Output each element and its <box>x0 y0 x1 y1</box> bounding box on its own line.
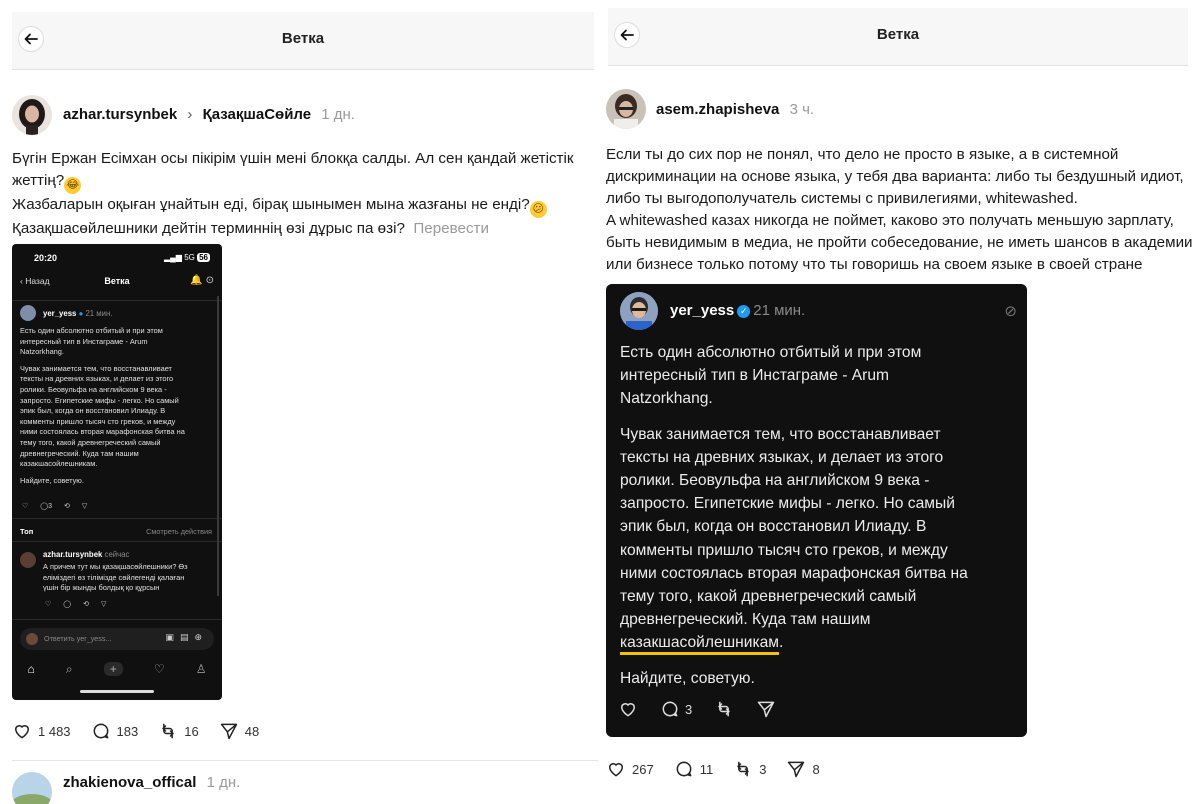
quoted-post-screenshot <box>606 284 1027 737</box>
confused-emoji-icon: 😕 <box>530 201 547 218</box>
thread-header <box>12 12 594 70</box>
heart-icon <box>12 721 32 741</box>
repost-icon: ⟲ <box>64 503 70 510</box>
avatar[interactable] <box>12 772 52 804</box>
avatar <box>620 292 658 330</box>
post-username[interactable]: asem.zhapisheva <box>656 101 780 118</box>
repost-icon <box>714 699 734 719</box>
phone-tab-bar <box>12 654 222 684</box>
post-line: Жазбаларын оқыған ұнайтын еді, бірақ шынымен мына жазғаны не енді? <box>12 196 530 213</box>
quoted-actions <box>618 699 798 719</box>
comment-button[interactable] <box>91 721 139 741</box>
phone-reply-body: А причем тут мы қазақшасөйлешники? Өз еліміздегі өз тілімізде сөйлегенді қалаған үшін бір жынды болдық қо құрсын <box>43 562 188 593</box>
heart-icon: ♡ <box>22 503 29 510</box>
post-body <box>12 148 598 240</box>
phone-reply-input: Ответить yer_yess... ▣▤⊕ <box>20 628 214 650</box>
comment-icon <box>674 759 694 779</box>
post-line: Бүгін Ержан Есімхан осы пікірім үшін мені блокқа салды. Ал сен қандай жетістік <box>12 150 574 167</box>
image-icon: ▣ <box>165 632 180 642</box>
share-icon <box>756 699 776 719</box>
phone-comment-count: 3 <box>48 503 53 510</box>
comment-icon <box>660 699 680 719</box>
battery-icon: 56 <box>199 253 208 262</box>
edit-icon: ⊘ <box>1004 303 1017 320</box>
community-name[interactable]: ҚазақшаСөйле <box>202 106 312 123</box>
page-title: Ветка <box>876 26 920 43</box>
heart-icon <box>606 759 626 779</box>
phone-sort-top: Топ <box>20 527 34 536</box>
quoted-body: Есть один абсолютно отбитый и при этом интересный тип в Инстаграме - Arum Natzorkhang. Чувак занимается тем, что восстанавливает тексты на древних языках, и делает из этого ролики. Беовульфа на английском 9 века - запросто. Египетские мифы - легко. Но самый эпик был, когда он восстановил Илиаду. В комменты пришло тысяч сто греков, и между ними состоялась вторая марафонская битва на тему того, какой древнегреческий самый древнегреческий. Куда там нашим казакшасойлешникам. Найдите, советую. <box>620 344 968 687</box>
like-button[interactable] <box>12 721 71 741</box>
embedded-phone-screenshot <box>12 244 222 700</box>
repost-icon <box>733 759 753 779</box>
next-post-username[interactable]: zhakienova_offical <box>63 774 197 791</box>
post-time: 1 дн. <box>321 106 355 123</box>
avatar <box>20 305 36 321</box>
post-actions <box>12 721 279 741</box>
gif-icon: ▤ <box>179 632 195 642</box>
post-username[interactable]: azhar.tursynbek <box>63 106 178 123</box>
post-time: 3 ч. <box>789 101 815 118</box>
heart-icon <box>618 699 638 719</box>
phone-back-label: Назад <box>25 276 50 286</box>
avatar <box>26 633 38 645</box>
repost-button[interactable] <box>158 721 198 741</box>
share-button[interactable] <box>786 759 819 779</box>
repost-button[interactable] <box>733 759 766 779</box>
quoted-username: yer_yess <box>670 302 735 319</box>
quoted-time: 21 мин. <box>753 302 806 319</box>
signal-icon: ▂▄▆ <box>163 253 182 262</box>
comment-count: 11 <box>699 761 714 777</box>
phone-post-time: 21 мин. <box>85 309 113 318</box>
more-icon: ⊙ <box>205 275 214 286</box>
repost-count: 16 <box>184 723 199 739</box>
like-count: 267 <box>632 761 654 777</box>
phone-reply-username: azhar.tursynbek <box>43 550 103 559</box>
translate-link[interactable]: Перевести <box>413 220 489 237</box>
network-label: 5G <box>184 253 195 262</box>
comment-button[interactable] <box>674 759 714 779</box>
plus-icon: + <box>104 662 123 676</box>
heart-icon: ♡ <box>153 662 165 676</box>
share-icon: ▽ <box>81 503 88 510</box>
phone-status-icons <box>164 253 210 262</box>
divider <box>12 760 598 761</box>
home-indicator <box>80 690 154 693</box>
phone-title: Ветка <box>104 276 130 286</box>
comment-count: 183 <box>116 723 139 739</box>
page-title: Ветка <box>281 30 325 47</box>
divider <box>12 300 222 301</box>
share-count: 8 <box>812 761 820 777</box>
phone-nav-bar <box>12 276 222 296</box>
phone-scrollbar <box>217 296 219 596</box>
quoted-comment-count: 3 <box>685 701 693 717</box>
share-icon: ▽ <box>101 601 107 608</box>
verified-icon: ● <box>78 309 84 318</box>
share-icon <box>219 721 239 741</box>
phone-reply-time: сейчас <box>104 550 130 559</box>
laughing-emoji-icon: 😂 <box>64 177 81 194</box>
phone-reply-actions <box>45 600 106 608</box>
phone-post-username: yer_yess <box>43 309 77 318</box>
comment-icon <box>91 721 111 741</box>
post-actions <box>606 759 840 779</box>
search-icon: ⌕ <box>65 661 73 676</box>
phone-post-body: Есть один абсолютно отбитый и при этом интересный тип в Инстаграме - Arum Natzorkhang. Чувак занимается тем, что восстанавливает тексты на древних языках, и делает из этого ролики. Беовульфа на английском 9 века - запросто. Египетские мифы - легко. Но самый эпик был, когда он восстановил Илиаду. В комменты пришло тысяч сто греков, и между ними состоялась вторая марафонская битва на тему того, какой древнегреческий самый древнегреческий. Куда там нашим казакшасойлешникам. Найдите, советую. <box>20 326 185 485</box>
share-icon <box>786 759 806 779</box>
repost-icon <box>158 721 178 741</box>
phone-clock: 20:20 <box>34 253 58 263</box>
verified-icon: ✓ <box>737 305 750 318</box>
like-button[interactable] <box>606 759 654 779</box>
highlighted-word: казакшасойлешникам <box>620 634 780 652</box>
avatar[interactable] <box>606 89 646 129</box>
like-count: 1 483 <box>38 723 71 739</box>
phone-see-actions: Смотреть действия <box>146 527 212 536</box>
next-post-time: 1 дн. <box>206 774 241 791</box>
profile-icon: ♙ <box>195 662 207 676</box>
thread-header <box>608 8 1188 66</box>
bell-icon: 🔔 <box>190 275 203 286</box>
post-body: Если ты до сих пор не понял, что дело не просто в языке, а в системной дискриминации на основе языка, у тебя два варианта: либо ты бездушный идиот, либо ты выгодополучатель системы с привилегиями, whitewashed. A whitewashed казах никогда не поймет, каково это получать меньшую зарплату, быть невидимым в медиа, не пройти собеседование, не иметь шансов в академии или бизнесе только потому что ты говоришь на своем языке в своей стране <box>606 146 1193 273</box>
repost-icon: ⟲ <box>83 601 89 608</box>
avatar[interactable] <box>12 95 52 135</box>
chevron-left-icon: ‹ <box>20 276 26 286</box>
comment-icon: ◯ <box>63 601 72 608</box>
share-button[interactable] <box>219 721 259 741</box>
avatar <box>20 552 36 568</box>
heart-icon: ♡ <box>45 601 52 608</box>
home-icon: ⌂ <box>27 662 35 676</box>
post-line: Қазақшасөйлешники дейтін терминнің өзі дұрыс па өзі? <box>12 220 405 237</box>
repost-count: 3 <box>759 761 767 777</box>
post-line: жеттің? <box>12 172 65 189</box>
add-icon: ⊕ <box>194 632 208 642</box>
chevron-right-icon: › <box>187 106 193 123</box>
phone-post-actions <box>22 502 87 510</box>
comment-icon: ◯ <box>40 503 49 510</box>
share-count: 48 <box>244 723 260 739</box>
